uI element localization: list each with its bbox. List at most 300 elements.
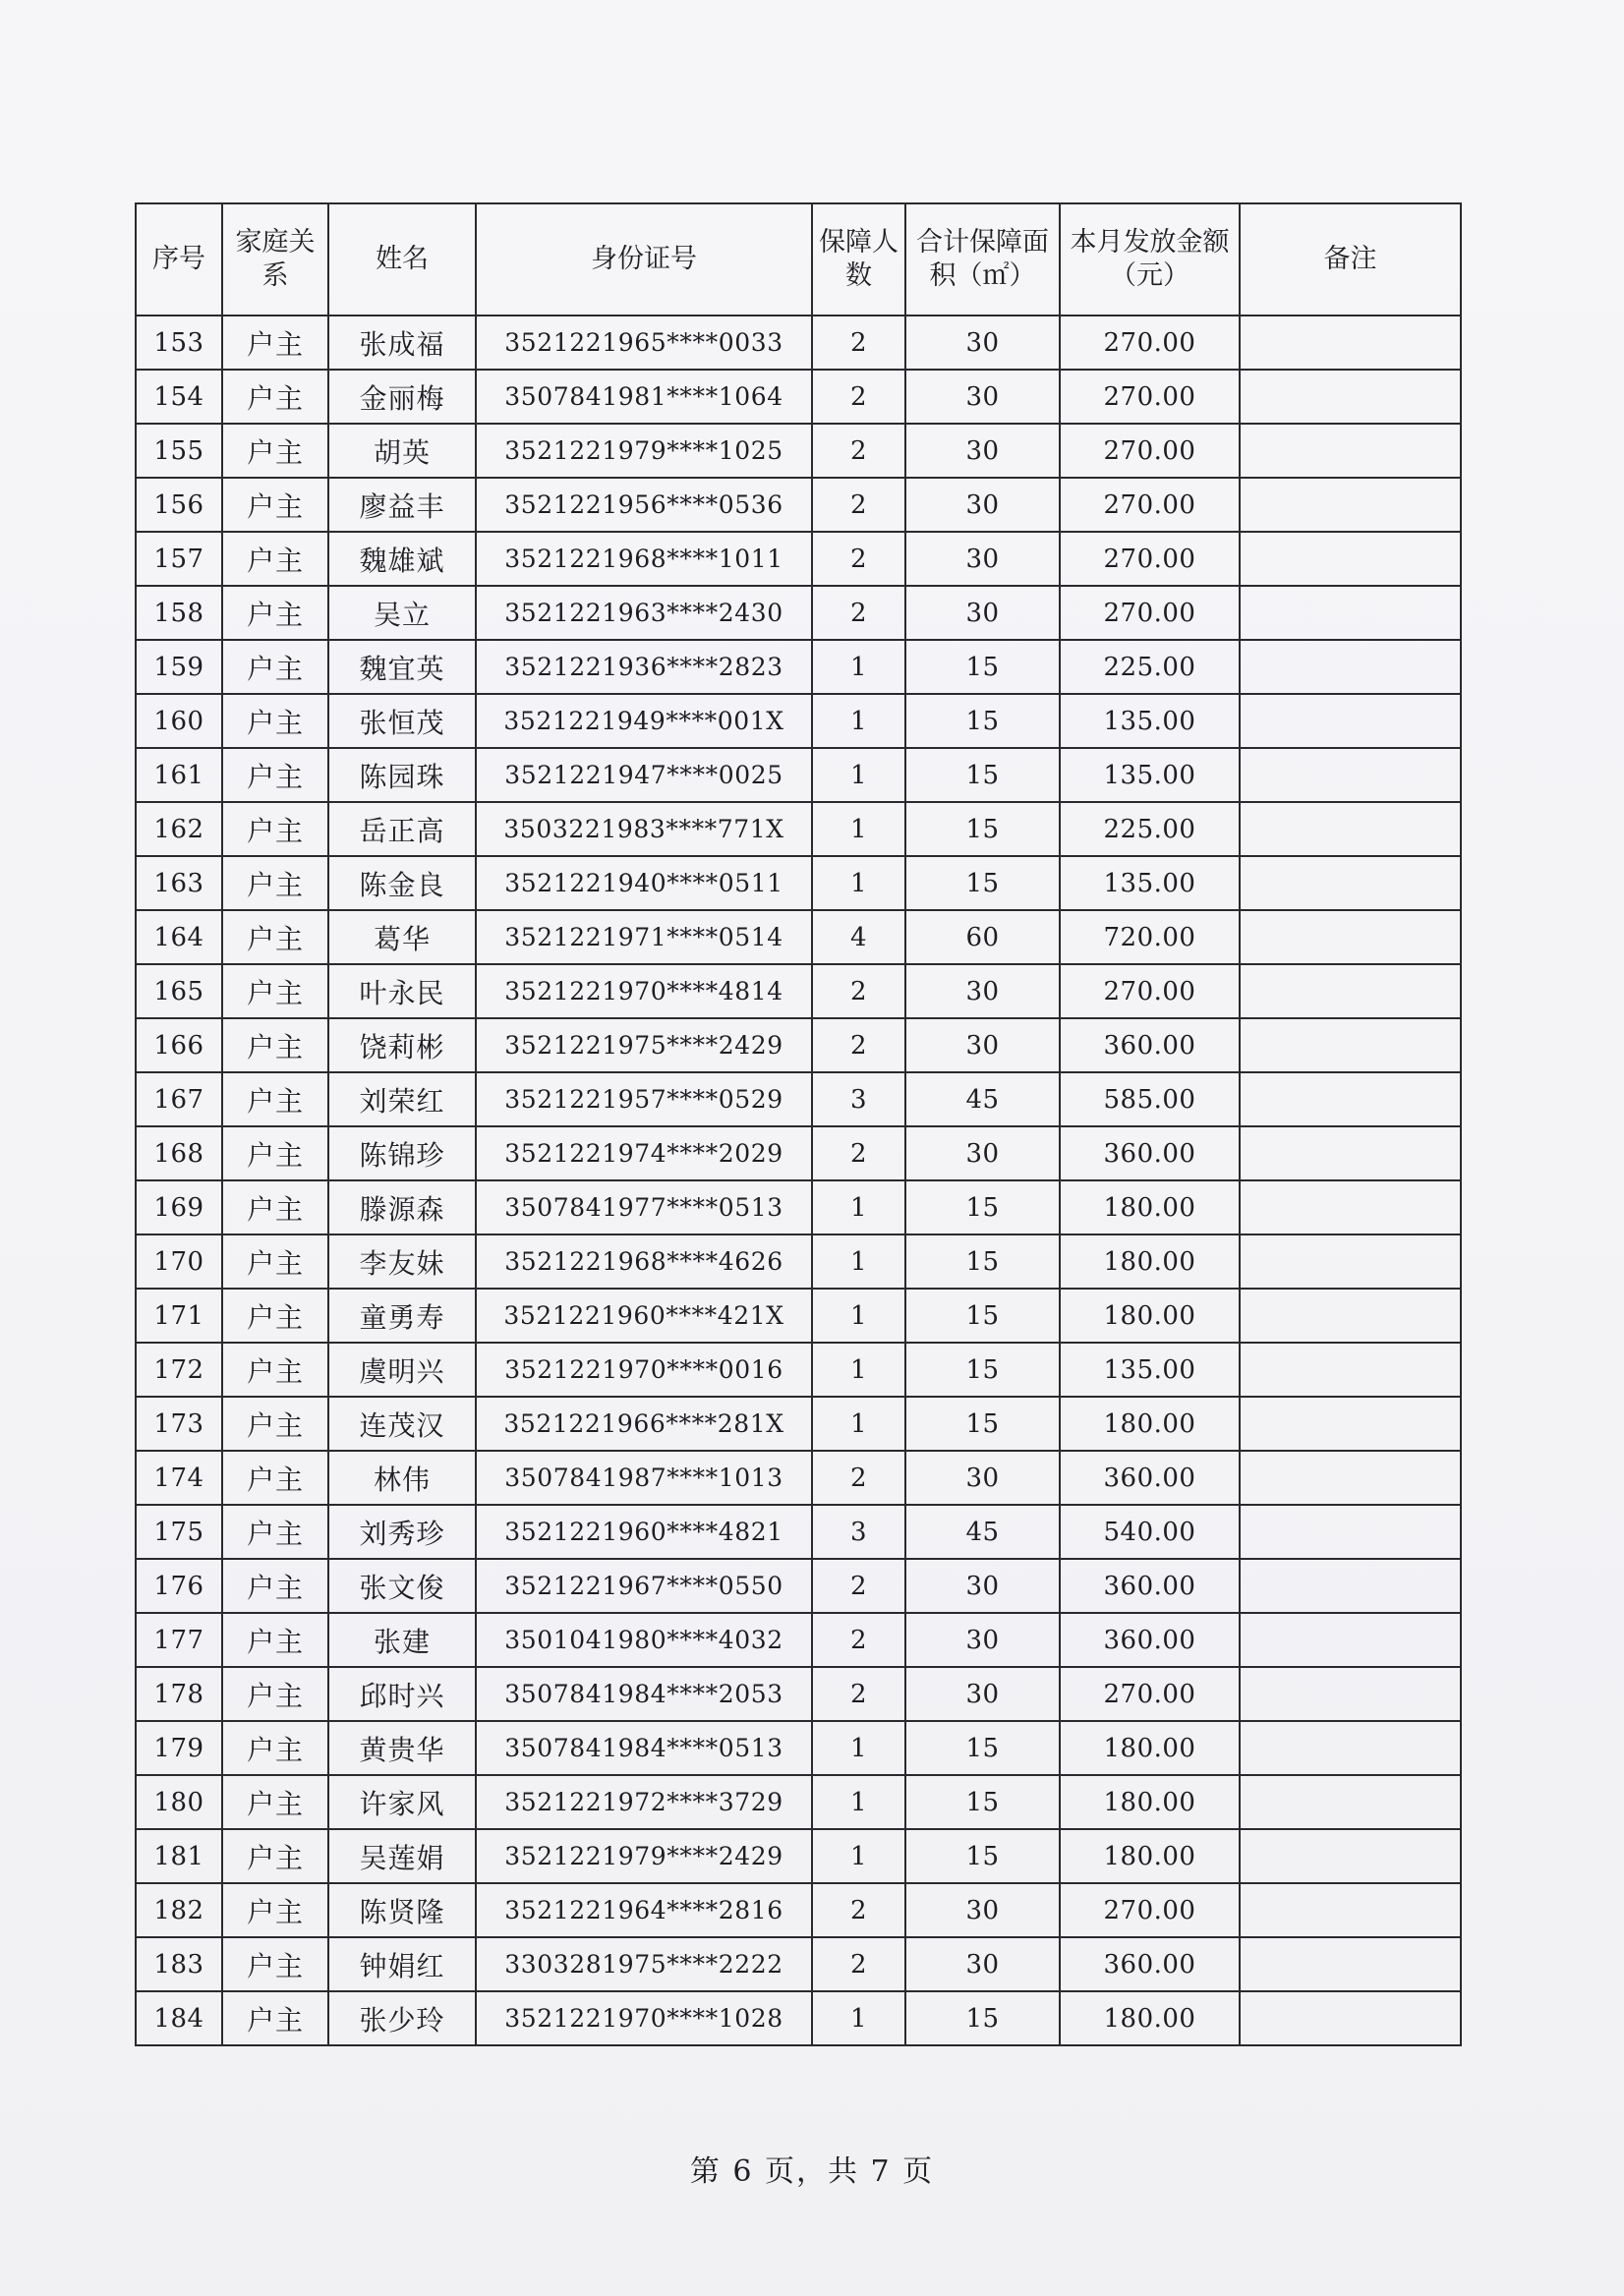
table-row (136, 478, 1461, 532)
cell-index: 157 (136, 532, 222, 586)
cell-area: 30 (905, 316, 1060, 370)
cell-amount: 270.00 (1060, 424, 1240, 478)
cell-remark (1240, 1397, 1461, 1451)
cell-relation: 户主 (222, 1937, 328, 1991)
cell-area: 15 (905, 1775, 1060, 1829)
cell-name: 魏雄斌 (328, 532, 476, 586)
page-number: 第 6 页，共 7 页 (689, 2154, 935, 2189)
cell-id-number: 3521221965****0033 (476, 316, 812, 370)
cell-relation: 户主 (222, 1613, 328, 1667)
cell-id-number: 3521221968****1011 (476, 532, 812, 586)
cell-index: 159 (136, 640, 222, 694)
cell-area: 30 (905, 1613, 1060, 1667)
cell-area: 30 (905, 1018, 1060, 1072)
cell-id-number: 3521221964****2816 (476, 1883, 812, 1937)
cell-area: 30 (905, 1883, 1060, 1937)
cell-name: 张恒茂 (328, 694, 476, 748)
cell-persons: 2 (812, 424, 905, 478)
cell-persons: 1 (812, 1234, 905, 1289)
cell-amount: 180.00 (1060, 1775, 1240, 1829)
cell-relation: 户主 (222, 1126, 328, 1180)
cell-id-number: 3521221957****0529 (476, 1072, 812, 1126)
cell-id-number: 3503221983****771X (476, 802, 812, 856)
cell-name: 葛华 (328, 910, 476, 964)
cell-remark (1240, 1180, 1461, 1234)
cell-relation: 户主 (222, 802, 328, 856)
cell-persons: 4 (812, 910, 905, 964)
cell-remark (1240, 1883, 1461, 1937)
cell-index: 175 (136, 1505, 222, 1559)
cell-id-number: 3521221971****0514 (476, 910, 812, 964)
table-row (136, 316, 1461, 370)
cell-area: 15 (905, 802, 1060, 856)
cell-amount: 360.00 (1060, 1559, 1240, 1613)
cell-amount: 180.00 (1060, 1829, 1240, 1883)
cell-name: 张建 (328, 1613, 476, 1667)
cell-amount: 180.00 (1060, 1721, 1240, 1775)
cell-relation: 户主 (222, 478, 328, 532)
cell-index: 153 (136, 316, 222, 370)
cell-amount: 225.00 (1060, 802, 1240, 856)
cell-id-number: 3521221974****2029 (476, 1126, 812, 1180)
header-amount: 本月发放金额（元） (1060, 203, 1240, 316)
cell-relation: 户主 (222, 1721, 328, 1775)
header-area: 合计保障面积（㎡） (905, 203, 1060, 316)
cell-remark (1240, 1234, 1461, 1289)
cell-id-number: 3521221940****0511 (476, 856, 812, 910)
table-row (136, 1721, 1461, 1775)
cell-amount: 360.00 (1060, 1937, 1240, 1991)
cell-id-number: 3521221968****4626 (476, 1234, 812, 1289)
cell-relation: 户主 (222, 1883, 328, 1937)
cell-id-number: 3521221979****1025 (476, 424, 812, 478)
cell-remark (1240, 1613, 1461, 1667)
cell-id-number: 3521221970****0016 (476, 1343, 812, 1397)
cell-index: 156 (136, 478, 222, 532)
cell-area: 30 (905, 1126, 1060, 1180)
cell-area: 30 (905, 1937, 1060, 1991)
cell-remark (1240, 1343, 1461, 1397)
table-row (136, 1883, 1461, 1937)
cell-remark (1240, 1721, 1461, 1775)
cell-index: 178 (136, 1667, 222, 1721)
table-row (136, 1775, 1461, 1829)
cell-name: 吴莲娟 (328, 1829, 476, 1883)
cell-id-number: 3521221960****4821 (476, 1505, 812, 1559)
cell-index: 172 (136, 1343, 222, 1397)
cell-amount: 270.00 (1060, 1883, 1240, 1937)
cell-relation: 户主 (222, 1775, 328, 1829)
cell-amount: 360.00 (1060, 1613, 1240, 1667)
cell-amount: 180.00 (1060, 1234, 1240, 1289)
cell-area: 45 (905, 1072, 1060, 1126)
cell-index: 183 (136, 1937, 222, 1991)
cell-remark (1240, 1559, 1461, 1613)
cell-area: 30 (905, 532, 1060, 586)
cell-remark (1240, 370, 1461, 424)
cell-id-number: 3521221979****2429 (476, 1829, 812, 1883)
table-row (136, 640, 1461, 694)
cell-persons: 1 (812, 1397, 905, 1451)
cell-remark (1240, 964, 1461, 1018)
cell-area: 30 (905, 424, 1060, 478)
header-relation: 家庭关系 (222, 203, 328, 316)
cell-index: 160 (136, 694, 222, 748)
cell-index: 167 (136, 1072, 222, 1126)
cell-index: 182 (136, 1883, 222, 1937)
cell-persons: 2 (812, 1559, 905, 1613)
cell-amount: 135.00 (1060, 694, 1240, 748)
cell-amount: 180.00 (1060, 1397, 1240, 1451)
cell-name: 陈园珠 (328, 748, 476, 802)
cell-id-number: 3501041980****4032 (476, 1613, 812, 1667)
cell-relation: 户主 (222, 424, 328, 478)
header-index: 序号 (136, 203, 222, 316)
cell-persons: 1 (812, 1775, 905, 1829)
cell-remark (1240, 1829, 1461, 1883)
cell-id-number: 3303281975****2222 (476, 1937, 812, 1991)
cell-remark (1240, 1775, 1461, 1829)
cell-name: 虞明兴 (328, 1343, 476, 1397)
cell-name: 廖益丰 (328, 478, 476, 532)
cell-persons: 1 (812, 1180, 905, 1234)
table-row (136, 1180, 1461, 1234)
cell-amount: 270.00 (1060, 532, 1240, 586)
cell-relation: 户主 (222, 532, 328, 586)
cell-index: 174 (136, 1451, 222, 1505)
cell-persons: 1 (812, 1721, 905, 1775)
cell-persons: 3 (812, 1072, 905, 1126)
cell-persons: 2 (812, 964, 905, 1018)
cell-amount: 585.00 (1060, 1072, 1240, 1126)
cell-relation: 户主 (222, 1505, 328, 1559)
cell-id-number: 3507841987****1013 (476, 1451, 812, 1505)
cell-amount: 360.00 (1060, 1126, 1240, 1180)
cell-relation: 户主 (222, 640, 328, 694)
cell-remark (1240, 1018, 1461, 1072)
cell-remark (1240, 802, 1461, 856)
cell-relation: 户主 (222, 1234, 328, 1289)
cell-id-number: 3521221975****2429 (476, 1018, 812, 1072)
cell-persons: 2 (812, 1937, 905, 1991)
table-row (136, 1829, 1461, 1883)
cell-area: 15 (905, 1829, 1060, 1883)
cell-persons: 2 (812, 1451, 905, 1505)
cell-relation: 户主 (222, 1829, 328, 1883)
cell-remark (1240, 1505, 1461, 1559)
cell-name: 吴立 (328, 586, 476, 640)
cell-name: 陈贤隆 (328, 1883, 476, 1937)
cell-area: 30 (905, 370, 1060, 424)
cell-name: 魏宜英 (328, 640, 476, 694)
cell-persons: 2 (812, 1613, 905, 1667)
cell-area: 15 (905, 1289, 1060, 1343)
cell-area: 15 (905, 1721, 1060, 1775)
table-row (136, 1667, 1461, 1721)
cell-area: 30 (905, 1451, 1060, 1505)
cell-name: 许家风 (328, 1775, 476, 1829)
cell-remark (1240, 586, 1461, 640)
cell-remark (1240, 532, 1461, 586)
cell-area: 60 (905, 910, 1060, 964)
cell-index: 164 (136, 910, 222, 964)
cell-index: 163 (136, 856, 222, 910)
cell-relation: 户主 (222, 910, 328, 964)
cell-id-number: 3521221970****4814 (476, 964, 812, 1018)
cell-index: 162 (136, 802, 222, 856)
cell-area: 30 (905, 478, 1060, 532)
cell-index: 184 (136, 1991, 222, 2045)
cell-name: 钟娟红 (328, 1937, 476, 1991)
cell-id-number: 3507841977****0513 (476, 1180, 812, 1234)
cell-area: 45 (905, 1505, 1060, 1559)
cell-amount: 270.00 (1060, 1667, 1240, 1721)
cell-amount: 360.00 (1060, 1018, 1240, 1072)
cell-id-number: 3521221967****0550 (476, 1559, 812, 1613)
cell-relation: 户主 (222, 1180, 328, 1234)
cell-persons: 2 (812, 370, 905, 424)
table-header (136, 203, 1461, 316)
table-body (136, 316, 1461, 2045)
cell-area: 15 (905, 1180, 1060, 1234)
cell-persons: 2 (812, 1667, 905, 1721)
cell-remark (1240, 910, 1461, 964)
cell-area: 30 (905, 1559, 1060, 1613)
cell-name: 滕源森 (328, 1180, 476, 1234)
cell-area: 15 (905, 694, 1060, 748)
cell-area: 15 (905, 1991, 1060, 2045)
cell-remark (1240, 1072, 1461, 1126)
cell-relation: 户主 (222, 316, 328, 370)
table-row (136, 424, 1461, 478)
cell-relation: 户主 (222, 1667, 328, 1721)
cell-persons: 1 (812, 748, 905, 802)
cell-amount: 360.00 (1060, 1451, 1240, 1505)
table-row (136, 1397, 1461, 1451)
cell-index: 179 (136, 1721, 222, 1775)
cell-name: 陈金良 (328, 856, 476, 910)
table-row (136, 964, 1461, 1018)
cell-persons: 1 (812, 802, 905, 856)
header-row (136, 203, 1461, 316)
cell-name: 金丽梅 (328, 370, 476, 424)
cell-amount: 270.00 (1060, 316, 1240, 370)
cell-persons: 3 (812, 1505, 905, 1559)
table-row (136, 1018, 1461, 1072)
table-row (136, 1234, 1461, 1289)
table-row (136, 802, 1461, 856)
cell-remark (1240, 424, 1461, 478)
cell-name: 林伟 (328, 1451, 476, 1505)
cell-relation: 户主 (222, 586, 328, 640)
cell-amount: 270.00 (1060, 964, 1240, 1018)
cell-persons: 1 (812, 1343, 905, 1397)
table-row (136, 748, 1461, 802)
cell-index: 180 (136, 1775, 222, 1829)
cell-persons: 2 (812, 478, 905, 532)
header-remark: 备注 (1240, 203, 1461, 316)
cell-relation: 户主 (222, 1018, 328, 1072)
cell-area: 15 (905, 640, 1060, 694)
cell-index: 171 (136, 1289, 222, 1343)
cell-name: 岳正高 (328, 802, 476, 856)
cell-relation: 户主 (222, 694, 328, 748)
cell-index: 168 (136, 1126, 222, 1180)
cell-persons: 1 (812, 1289, 905, 1343)
cell-relation: 户主 (222, 856, 328, 910)
cell-name: 叶永民 (328, 964, 476, 1018)
table-row (136, 1072, 1461, 1126)
cell-index: 161 (136, 748, 222, 802)
cell-id-number: 3521221966****281X (476, 1397, 812, 1451)
cell-remark (1240, 478, 1461, 532)
cell-index: 170 (136, 1234, 222, 1289)
cell-amount: 270.00 (1060, 478, 1240, 532)
header-id-number: 身份证号 (476, 203, 812, 316)
cell-relation: 户主 (222, 1289, 328, 1343)
cell-relation: 户主 (222, 1451, 328, 1505)
cell-persons: 1 (812, 694, 905, 748)
cell-name: 童勇寿 (328, 1289, 476, 1343)
cell-amount: 180.00 (1060, 1180, 1240, 1234)
cell-name: 李友妹 (328, 1234, 476, 1289)
cell-amount: 135.00 (1060, 1343, 1240, 1397)
cell-persons: 2 (812, 586, 905, 640)
cell-id-number: 3507841984****2053 (476, 1667, 812, 1721)
table-row (136, 1505, 1461, 1559)
cell-persons: 2 (812, 316, 905, 370)
cell-relation: 户主 (222, 964, 328, 1018)
table-row (136, 1289, 1461, 1343)
table-row (136, 1613, 1461, 1667)
cell-persons: 1 (812, 856, 905, 910)
cell-remark (1240, 1451, 1461, 1505)
cell-persons: 1 (812, 1991, 905, 2045)
cell-relation: 户主 (222, 1991, 328, 2045)
subsidy-table (135, 202, 1462, 2046)
cell-area: 30 (905, 964, 1060, 1018)
cell-remark (1240, 640, 1461, 694)
cell-id-number: 3521221936****2823 (476, 640, 812, 694)
cell-id-number: 3521221949****001X (476, 694, 812, 748)
cell-id-number: 3521221947****0025 (476, 748, 812, 802)
cell-id-number: 3521221970****1028 (476, 1991, 812, 2045)
cell-remark (1240, 1991, 1461, 2045)
cell-amount: 540.00 (1060, 1505, 1240, 1559)
cell-relation: 户主 (222, 370, 328, 424)
cell-index: 176 (136, 1559, 222, 1613)
cell-relation: 户主 (222, 1397, 328, 1451)
cell-index: 158 (136, 586, 222, 640)
table-row (136, 532, 1461, 586)
cell-name: 连茂汉 (328, 1397, 476, 1451)
cell-persons: 2 (812, 1126, 905, 1180)
cell-id-number: 3521221963****2430 (476, 586, 812, 640)
cell-name: 陈锦珍 (328, 1126, 476, 1180)
header-persons: 保障人数 (812, 203, 905, 316)
cell-amount: 225.00 (1060, 640, 1240, 694)
cell-persons: 2 (812, 532, 905, 586)
cell-persons: 1 (812, 640, 905, 694)
cell-area: 15 (905, 1234, 1060, 1289)
cell-area: 30 (905, 586, 1060, 640)
cell-index: 166 (136, 1018, 222, 1072)
cell-remark (1240, 1937, 1461, 1991)
table-row (136, 1991, 1461, 2045)
cell-name: 张少玲 (328, 1991, 476, 2045)
cell-area: 15 (905, 748, 1060, 802)
cell-index: 155 (136, 424, 222, 478)
table-row (136, 856, 1461, 910)
cell-remark (1240, 316, 1461, 370)
cell-id-number: 3521221972****3729 (476, 1775, 812, 1829)
cell-name: 邱时兴 (328, 1667, 476, 1721)
cell-index: 177 (136, 1613, 222, 1667)
cell-relation: 户主 (222, 748, 328, 802)
cell-remark (1240, 1126, 1461, 1180)
cell-remark (1240, 1289, 1461, 1343)
cell-id-number: 3521221956****0536 (476, 478, 812, 532)
cell-index: 181 (136, 1829, 222, 1883)
cell-area: 15 (905, 1397, 1060, 1451)
cell-relation: 户主 (222, 1559, 328, 1613)
cell-index: 154 (136, 370, 222, 424)
cell-area: 30 (905, 1667, 1060, 1721)
cell-index: 165 (136, 964, 222, 1018)
cell-amount: 270.00 (1060, 370, 1240, 424)
cell-index: 173 (136, 1397, 222, 1451)
cell-name: 张成福 (328, 316, 476, 370)
cell-name: 张文俊 (328, 1559, 476, 1613)
table-row (136, 1451, 1461, 1505)
cell-name: 胡英 (328, 424, 476, 478)
cell-name: 刘秀珍 (328, 1505, 476, 1559)
header-name: 姓名 (328, 203, 476, 316)
cell-persons: 2 (812, 1883, 905, 1937)
cell-persons: 1 (812, 1829, 905, 1883)
cell-name: 黄贵华 (328, 1721, 476, 1775)
cell-name: 刘荣红 (328, 1072, 476, 1126)
cell-id-number: 3507841981****1064 (476, 370, 812, 424)
table-row (136, 1343, 1461, 1397)
cell-remark (1240, 748, 1461, 802)
table-row (136, 1937, 1461, 1991)
cell-amount: 270.00 (1060, 586, 1240, 640)
cell-relation: 户主 (222, 1343, 328, 1397)
table-row (136, 1126, 1461, 1180)
cell-amount: 180.00 (1060, 1991, 1240, 2045)
cell-index: 169 (136, 1180, 222, 1234)
cell-amount: 135.00 (1060, 856, 1240, 910)
table-row (136, 910, 1461, 964)
cell-area: 15 (905, 856, 1060, 910)
cell-amount: 720.00 (1060, 910, 1240, 964)
cell-id-number: 3521221960****421X (476, 1289, 812, 1343)
table-row (136, 1559, 1461, 1613)
table-row (136, 694, 1461, 748)
cell-relation: 户主 (222, 1072, 328, 1126)
table-row (136, 586, 1461, 640)
cell-amount: 135.00 (1060, 748, 1240, 802)
cell-persons: 2 (812, 1018, 905, 1072)
cell-amount: 180.00 (1060, 1289, 1240, 1343)
cell-remark (1240, 856, 1461, 910)
cell-id-number: 3507841984****0513 (476, 1721, 812, 1775)
cell-remark (1240, 694, 1461, 748)
cell-name: 饶莉彬 (328, 1018, 476, 1072)
cell-area: 15 (905, 1343, 1060, 1397)
cell-remark (1240, 1667, 1461, 1721)
